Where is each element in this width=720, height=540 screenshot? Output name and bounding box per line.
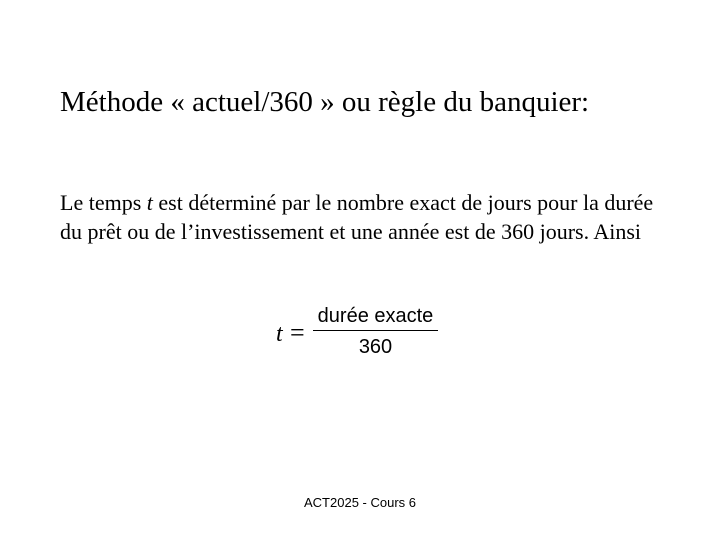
formula-numerator: durée exacte bbox=[317, 305, 434, 327]
formula bbox=[276, 304, 446, 364]
fraction-bar bbox=[313, 330, 438, 331]
body-paragraph bbox=[60, 188, 670, 246]
formula-variable: t bbox=[276, 321, 283, 347]
time-variable: t bbox=[146, 190, 153, 215]
formula-equals-sign: = bbox=[290, 318, 305, 347]
body-text-after: est déterminé par le nombre exact de jours pour la durée du prêt ou de l’investissement et une année est de 360 jours. Ainsi bbox=[60, 190, 654, 244]
formula-fraction bbox=[313, 304, 438, 359]
body-text-before: Le temps bbox=[60, 190, 147, 215]
footer-course-label: ACT2025 - Cours 6 bbox=[304, 495, 416, 510]
slide-title: Méthode « actuel/360 » ou règle du banquier: bbox=[60, 86, 590, 118]
formula-denominator: 360 bbox=[358, 336, 393, 358]
